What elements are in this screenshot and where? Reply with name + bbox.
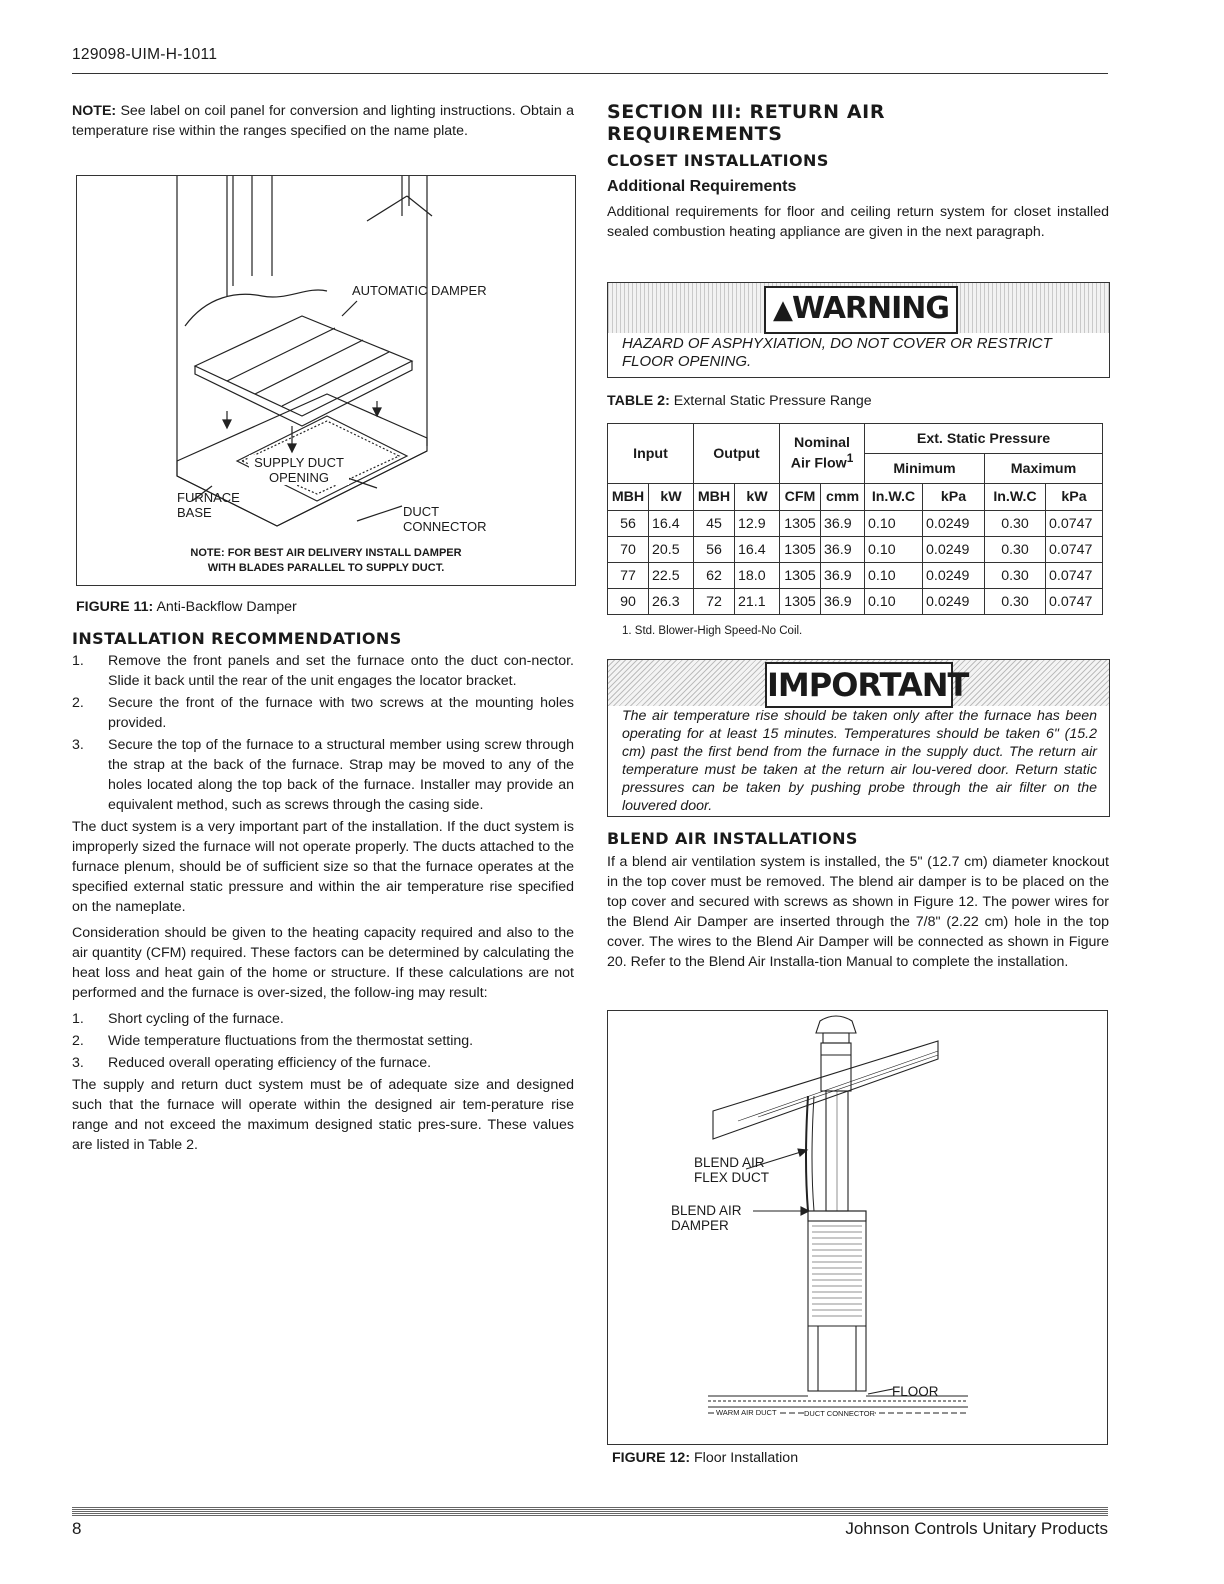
table-cell: 0.0747 xyxy=(1046,563,1103,589)
return-air-section xyxy=(607,101,1109,248)
table-cell: 16.4 xyxy=(735,537,780,563)
page-number: 8 xyxy=(72,1519,82,1538)
table-cell: 21.1 xyxy=(735,589,780,615)
label-line: BLEND AIR xyxy=(694,1155,765,1170)
footnote-marker: 1 xyxy=(846,451,854,466)
list-item-text: Reduced overall operating efficiency of the furnace. xyxy=(108,1055,432,1071)
installation-steps xyxy=(72,651,574,815)
list-item xyxy=(72,693,574,733)
table-cell: 0.10 xyxy=(865,537,923,563)
table-cell: 0.30 xyxy=(985,563,1046,589)
table-cell: 0.30 xyxy=(985,537,1046,563)
unit-header: MBH xyxy=(608,484,649,511)
unit-header: CFM xyxy=(780,484,821,511)
unit-header: cmm xyxy=(821,484,865,511)
important-title: IMPORTANT xyxy=(765,662,953,708)
table-cell: 1305 xyxy=(780,511,821,537)
footer-rule xyxy=(72,1507,1108,1517)
table-cell: 72 xyxy=(694,589,735,615)
list-item-text: Remove the front panels and set the furnace onto the duct con-nector. Slide it back until the rear of the unit engages the locator bracket. xyxy=(108,653,574,689)
table-cell: 0.0747 xyxy=(1046,537,1103,563)
table-cell: 62 xyxy=(694,563,735,589)
table-row xyxy=(608,589,1103,615)
list-item xyxy=(72,1053,574,1073)
table-cell: 1305 xyxy=(780,589,821,615)
label-floor: FLOOR xyxy=(892,1384,939,1399)
table-cell: 36.9 xyxy=(821,589,865,615)
figure-12-caption-text: Floor Installation xyxy=(694,1450,799,1466)
table-cell: 70 xyxy=(608,537,649,563)
list-item-number: 2. xyxy=(72,695,84,711)
important-band xyxy=(608,660,1109,706)
figure-12-caption xyxy=(612,1450,798,1466)
label-supply-duct-opening: SUPPLY DUCT OPENING xyxy=(249,455,349,485)
table-cell: 0.30 xyxy=(985,511,1046,537)
table-row xyxy=(608,537,1103,563)
column-header-ext-static-pressure: Ext. Static Pressure xyxy=(865,424,1103,454)
note-text: See label on coil panel for conversion and lighting instructions. Obtain a temperature rise within the ranges specified on the name plate. xyxy=(72,103,574,139)
warning-box xyxy=(607,282,1110,378)
warning-triangle-icon: ▲ xyxy=(772,295,792,325)
list-item xyxy=(72,1031,574,1051)
table-cell: 36.9 xyxy=(821,563,865,589)
figure-12-caption-label: FIGURE 12: xyxy=(612,1450,691,1466)
table-cell: 77 xyxy=(608,563,649,589)
list-item xyxy=(72,1009,574,1029)
duct-size-paragraph: The supply and return duct system must be of adequate size and designed such that the furnace will operate within the designed air tem-perature rise range and not exceed the maximum designed static pres-sure. These values are listed in Table 2. xyxy=(72,1077,574,1153)
oversize-results-list xyxy=(72,1009,574,1073)
unit-header: kPa xyxy=(1046,484,1103,511)
table-row xyxy=(608,511,1103,537)
warning-title-text: WARNING xyxy=(791,291,950,326)
warning-text: HAZARD OF ASPHYXIATION, DO NOT COVER OR RESTRICT FLOOR OPENING. xyxy=(622,335,1052,370)
list-item-number: 3. xyxy=(72,737,84,753)
installation-heading: INSTALLATION RECOMMENDATIONS xyxy=(72,629,402,648)
unit-header: kW xyxy=(735,484,780,511)
list-item xyxy=(72,651,574,691)
damper-illustration xyxy=(77,176,575,546)
list-item-number: 3. xyxy=(72,1055,84,1071)
list-item-text: Secure the front of the furnace with two screws at the mounting holes provided. xyxy=(108,695,574,731)
column-header-input: Input xyxy=(608,424,694,484)
units-row xyxy=(608,484,1103,511)
table-cell: 36.9 xyxy=(821,537,865,563)
table-cell: 0.10 xyxy=(865,511,923,537)
blend-air-section xyxy=(607,829,1109,978)
label-automatic-damper: AUTOMATIC DAMPER xyxy=(352,283,487,298)
table-2-label: TABLE 2: xyxy=(607,393,670,409)
table-cell: 0.0249 xyxy=(923,511,985,537)
table-cell: 0.10 xyxy=(865,589,923,615)
table-cell: 26.3 xyxy=(649,589,694,615)
table-cell: 0.30 xyxy=(985,589,1046,615)
blend-air-heading: BLEND AIR INSTALLATIONS xyxy=(607,829,858,848)
table-cell: 0.10 xyxy=(865,563,923,589)
table-cell: 0.0747 xyxy=(1046,511,1103,537)
additional-requirements-heading: Additional Requirements xyxy=(607,178,797,195)
important-text: The air temperature rise should be taken only after the furnace has been operating for at least 15 minutes. Temperatures should be taken 6" (15.2 cm) past the first bend from the furnace in the supply duct. The return air temperature must be taken at the return air lou-vered door. Return static pressures can be taken by pushing probe through the air filter on the louvered door. xyxy=(622,708,1097,814)
label-warm-air-duct: WARM AIR DUCT xyxy=(716,1408,777,1417)
external-static-pressure-table xyxy=(607,423,1103,615)
table-cell: 45 xyxy=(694,511,735,537)
list-item-number: 1. xyxy=(72,1011,84,1027)
table-cell: 18.0 xyxy=(735,563,780,589)
unit-header: kPa xyxy=(923,484,985,511)
air-flow-label: Air Flow xyxy=(790,455,847,472)
table-cell: 56 xyxy=(608,511,649,537)
unit-header: In.W.C xyxy=(985,484,1046,511)
label-duct-connector: DUCT CONNECTOR xyxy=(804,1409,875,1418)
table-row xyxy=(608,563,1103,589)
table-cell: 0.0249 xyxy=(923,589,985,615)
list-item-number: 2. xyxy=(72,1033,84,1049)
warning-title xyxy=(764,286,958,334)
section-heading xyxy=(607,101,1109,145)
unit-header: In.W.C xyxy=(865,484,923,511)
label-blend-air-damper xyxy=(671,1203,742,1233)
unit-header: MBH xyxy=(694,484,735,511)
figure-11-note xyxy=(77,546,575,576)
column-header-nominal-air-flow xyxy=(780,424,865,484)
table-cell: 16.4 xyxy=(649,511,694,537)
figure-11-caption-label: FIGURE 11: xyxy=(76,599,154,615)
column-header-minimum: Minimum xyxy=(865,454,985,484)
nominal-label: Nominal xyxy=(794,435,850,452)
label-furnace-base: FURNACE BASE xyxy=(177,490,240,520)
table-2-caption xyxy=(607,393,872,409)
label-blend-air-flex-duct xyxy=(694,1155,769,1185)
figure-11-note-line-2: WITH BLADES PARALLEL TO SUPPLY DUCT. xyxy=(207,562,445,574)
table-cell: 1305 xyxy=(780,537,821,563)
figure-11-note-line-1: NOTE: FOR BEST AIR DELIVERY INSTALL DAMPER xyxy=(190,547,462,559)
blend-air-text: If a blend air ventilation system is installed, the 5" (12.7 cm) diameter knockout in the top cover must be removed. The blend air damper is to be placed on the top cover and secured with screws as shown in Figure 12. The power wires for the Blend Air Damper are inserted through the 7/8" (2.22 cm) hole in the top cover. The wires to the Blend Air Damper will be connected as shown in Figure 20. Refer to the Blend Air Installa-tion Manual to complete the installation. xyxy=(607,854,1109,970)
table-cell: 12.9 xyxy=(735,511,780,537)
table-cell: 1305 xyxy=(780,563,821,589)
figure-11-anti-backflow-damper xyxy=(76,175,576,586)
additional-requirements-text: Additional requirements for floor and ceiling return system for closet installed sealed combustion heating appliance are given in the next paragraph. xyxy=(607,204,1109,240)
warning-band xyxy=(608,283,1109,333)
table-cell: 36.9 xyxy=(821,511,865,537)
table-cell: 56 xyxy=(694,537,735,563)
document-id: 129098-UIM-H-1011 xyxy=(72,46,218,63)
list-item xyxy=(72,735,574,815)
label-line: BLEND AIR xyxy=(671,1203,742,1218)
label-duct-connector: DUCT CONNECTOR xyxy=(403,504,487,534)
column-header-output: Output xyxy=(694,424,780,484)
figure-11-caption xyxy=(76,599,297,615)
table-cell: 22.5 xyxy=(649,563,694,589)
label-line: FLEX DUCT xyxy=(694,1170,770,1185)
unit-header: kW xyxy=(649,484,694,511)
duct-system-paragraph: The duct system is a very important part of the installation. If the duct system is improperly sized the furnace will not operate properly. The ducts attached to the furnace plenum, should be of sufficient size so that the furnace operates at the specified external static pressure and within the air temperature rise specified on the nameplate. xyxy=(72,819,574,915)
list-item-text: Secure the top of the furnace to a structural member using screw through the strap at the back of the furnace. Strap may be moved to any of the holes located along the top back of the furnace. Installer may provide an equivalent method, such as screws through the casing side. xyxy=(108,737,574,813)
important-box xyxy=(607,659,1110,817)
table-2-title: External Static Pressure Range xyxy=(673,393,872,409)
note-paragraph xyxy=(72,101,574,147)
table-cell: 0.0249 xyxy=(923,563,985,589)
table-cell: 0.0747 xyxy=(1046,589,1103,615)
installation-section xyxy=(72,629,574,1161)
table-cell: 20.5 xyxy=(649,537,694,563)
list-item-number: 1. xyxy=(72,653,84,669)
company-name: Johnson Controls Unitary Products xyxy=(845,1519,1108,1538)
label-line: DAMPER xyxy=(671,1218,729,1233)
list-item-text: Short cycling of the furnace. xyxy=(108,1011,284,1027)
heating-capacity-paragraph: Consideration should be given to the heating capacity required and also to the air quantity (CFM) required. These factors can be determined by calculating the heat loss and heat gain of the home or structure. If these calculations are not performed and the furnace is over-sized, the follow-ing may result: xyxy=(72,925,574,1001)
table-cell: 0.0249 xyxy=(923,537,985,563)
list-item-text: Wide temperature fluctuations from the thermostat setting. xyxy=(108,1033,474,1049)
section-heading-line-2: REQUIREMENTS xyxy=(607,123,783,145)
table-cell: 90 xyxy=(608,589,649,615)
column-header-maximum: Maximum xyxy=(985,454,1103,484)
figure-11-caption-text: Anti-Backflow Damper xyxy=(156,599,297,615)
figure-12-floor-installation xyxy=(607,1010,1108,1445)
section-heading-line-1: SECTION III: RETURN AIR xyxy=(607,101,886,123)
closet-installations-heading: CLOSET INSTALLATIONS xyxy=(607,151,829,170)
header-rule xyxy=(72,73,1108,74)
note-label: NOTE: xyxy=(72,103,117,119)
table-footnote: 1. Std. Blower-High Speed-No Coil. xyxy=(622,625,803,637)
